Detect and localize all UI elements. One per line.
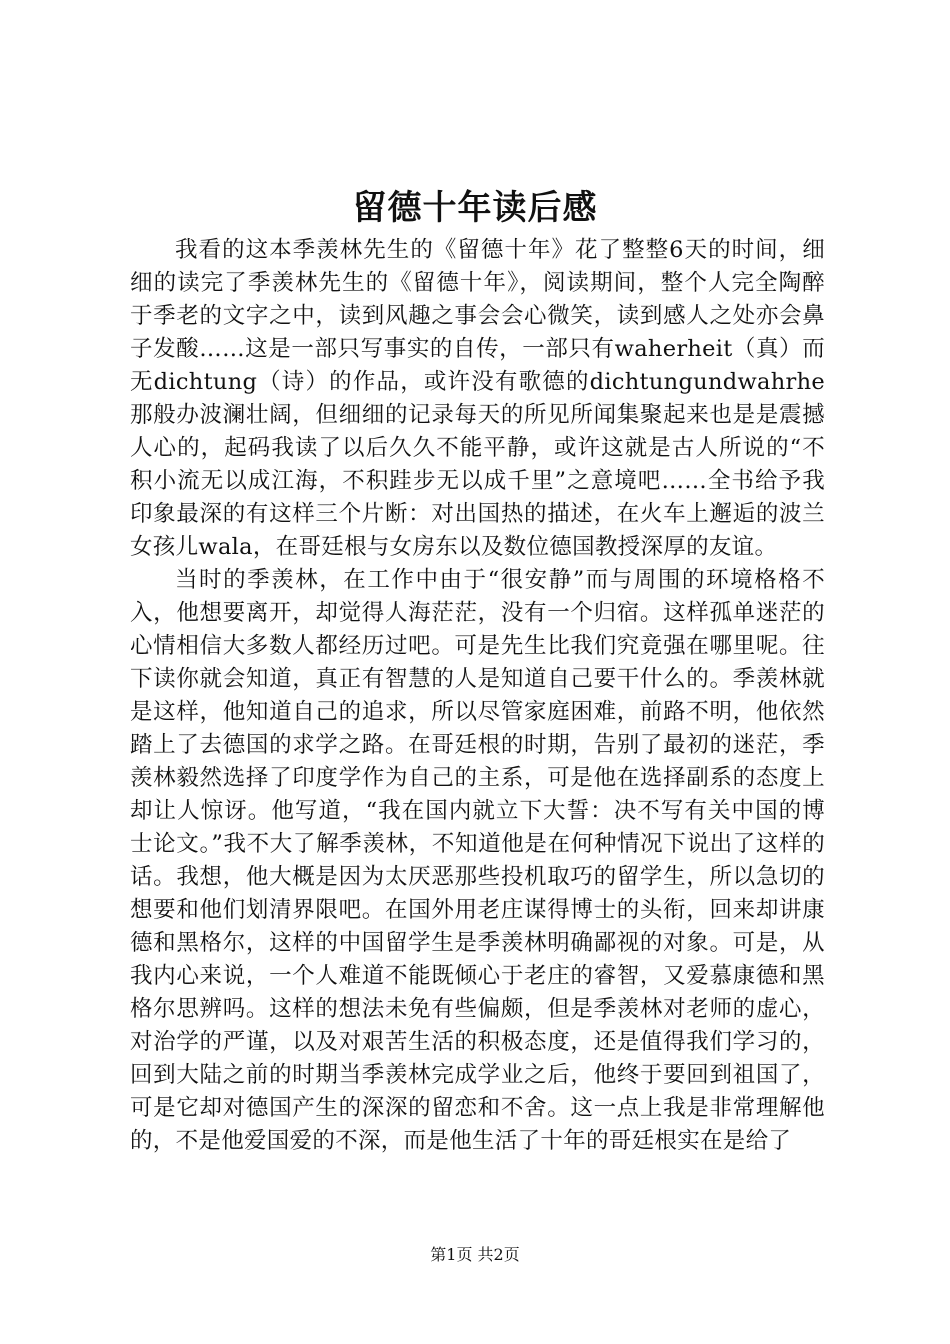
- page-footer: 第1页 共2页: [430, 1245, 520, 1264]
- page-title: 留德十年读后感: [352, 188, 598, 228]
- paragraph-2: 当时的季羡林，在工作中由于“很安静”而与周围的环境格格不入，他想要离开，却觉得人海茫茫，没有一个归宿。这样孤单迷茫的心情相信大多数人都经历过吧。可是先生比我们究竟强在哪里呢。往下读你就会知道，真正有智慧的人是知道自己要干什么的。季羡林就是这样，他知道自己的追求，所以尽管家庭困难，前路不明，他依然踏上了去德国的求学之路。在哥廷根的时期，告别了最初的迷茫，季羡林毅然选择了印度学作为自己的主系，可是他在选择副系的态度上却让人惊讶。他写道，“我在国内就立下大誓：决不写有关中国的博士论文。”我不大了解季羡林，不知道他是在何种情况下说出了这样的话。我想，他大概是因为太厌恶那些投机取巧的留学生，所以急切的想要和他们划清界限吧。在国外用老庄谋得博士的头衔，回来却讲康德和黑格尔，这样的中国留学生是季羡林明确鄙视的对象。可是，从我内心来说，一个人难道不能既倾心于老庄的睿智，又爱慕康德和黑格尔思辨吗。这样的想法未免有些偏颇，但是季羡林对老师的虚心，对治学的严谨，以及对艰苦生活的积极态度，还是值得我们学习的，回到大陆之前的时期当季羡林完成学业之后，他终于要回到祖国了，可是它却对德国产生的深深的留恋和不舍。这一点上我是非常理解他的，不是他爱国爱的不深，而是他生活了十年的哥廷根实在是给了: [130, 567, 825, 1154]
- document-body: [130, 234, 825, 1158]
- paragraph-1: 我看的这本季羡林先生的《留德十年》花了整整6天的时间，细细的读完了季羡林先生的《留德十年》，阅读期间，整个人完全陶醉于季老的文字之中，读到风趣之事会会心微笑，读到感人之处亦会鼻子发酸……这是一部只写事实的自传，一部只有waherheit（真）而无dichtung（诗）的作品，或许没有歌德的dichtungundwahrhe那般办波澜壮阔，但细细的记录每天的所见所闻集聚起来也是是震撼人心的，起码我读了以后久久不能平静，或许这就是古人所说的“不积小流无以成江海，不积跬步无以成千里”之意境吧……全书给予我印象最深的有这样三个片断：对出国热的描述，在火车上邂逅的波兰女孩儿wala，在哥廷根与女房东以及数位德国教授深厚的友谊。: [130, 237, 825, 560]
